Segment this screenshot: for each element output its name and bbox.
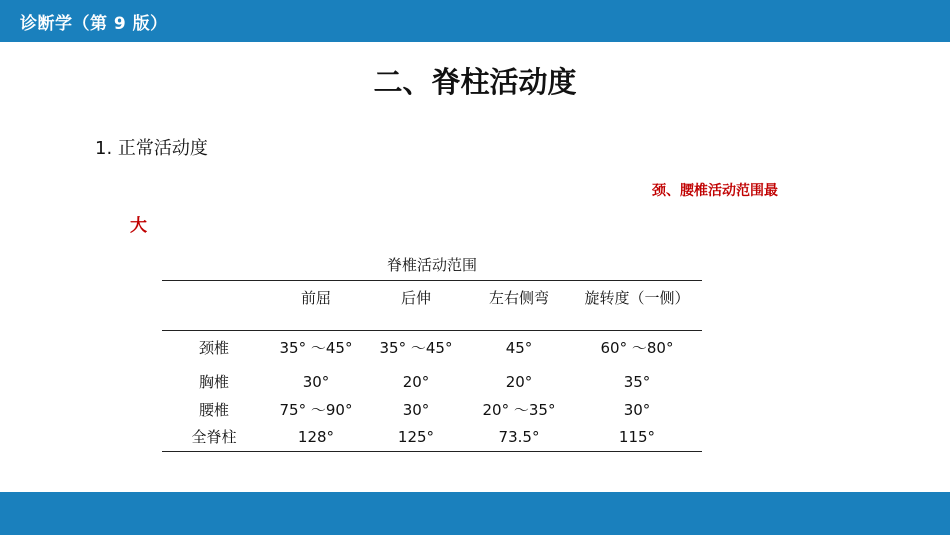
spine-range-table [162,280,702,452]
row-label: 颈椎 [198,339,229,357]
highlight-note-line1: 颈、腰椎活动范围最 [652,183,778,199]
table-cell: 35° ～45° [379,339,453,357]
row-label: 腰椎 [198,401,229,419]
table-cell: 20° [402,373,430,391]
table-cell: 20° [505,373,533,391]
column-header-rotation: 旋转度（一侧） [584,289,690,307]
section-subheading: 1. 正常活动度 [95,138,208,159]
table-cell: 35° [623,373,651,391]
table-caption: 脊椎活动范围 [386,256,477,274]
column-header-extension: 后伸 [400,289,431,307]
slide-title: 二、脊柱活动度 [373,65,577,99]
table-header-row [162,281,702,331]
column-header-lateral-bend: 左右侧弯 [488,289,549,307]
table-row [162,367,702,397]
table-cell: 73.5° [498,428,540,446]
row-label: 胸椎 [198,373,229,391]
book-title: 诊断学（第 9 版） [20,14,168,34]
table-cell: 30° [402,401,430,419]
table-row [162,331,702,367]
column-header-flexion: 前屈 [300,289,331,307]
table-cell: 60° ～80° [600,339,674,357]
table-cell: 30° [302,373,330,391]
table-cell: 128° [297,428,335,446]
highlight-note-line2: 大 [130,216,147,236]
table-row [162,397,702,425]
table-row [162,425,702,451]
table-cell: 45° [505,339,533,357]
row-label: 全脊柱 [191,428,237,446]
table-cell: 125° [397,428,435,446]
table-cell: 20° ～35° [482,401,556,419]
table-cell: 75° ～90° [279,401,353,419]
table-cell: 35° ～45° [279,339,353,357]
table-cell: 30° [623,401,651,419]
footer-bar [0,492,950,535]
header-bar [0,0,950,42]
table-cell: 115° [618,428,656,446]
